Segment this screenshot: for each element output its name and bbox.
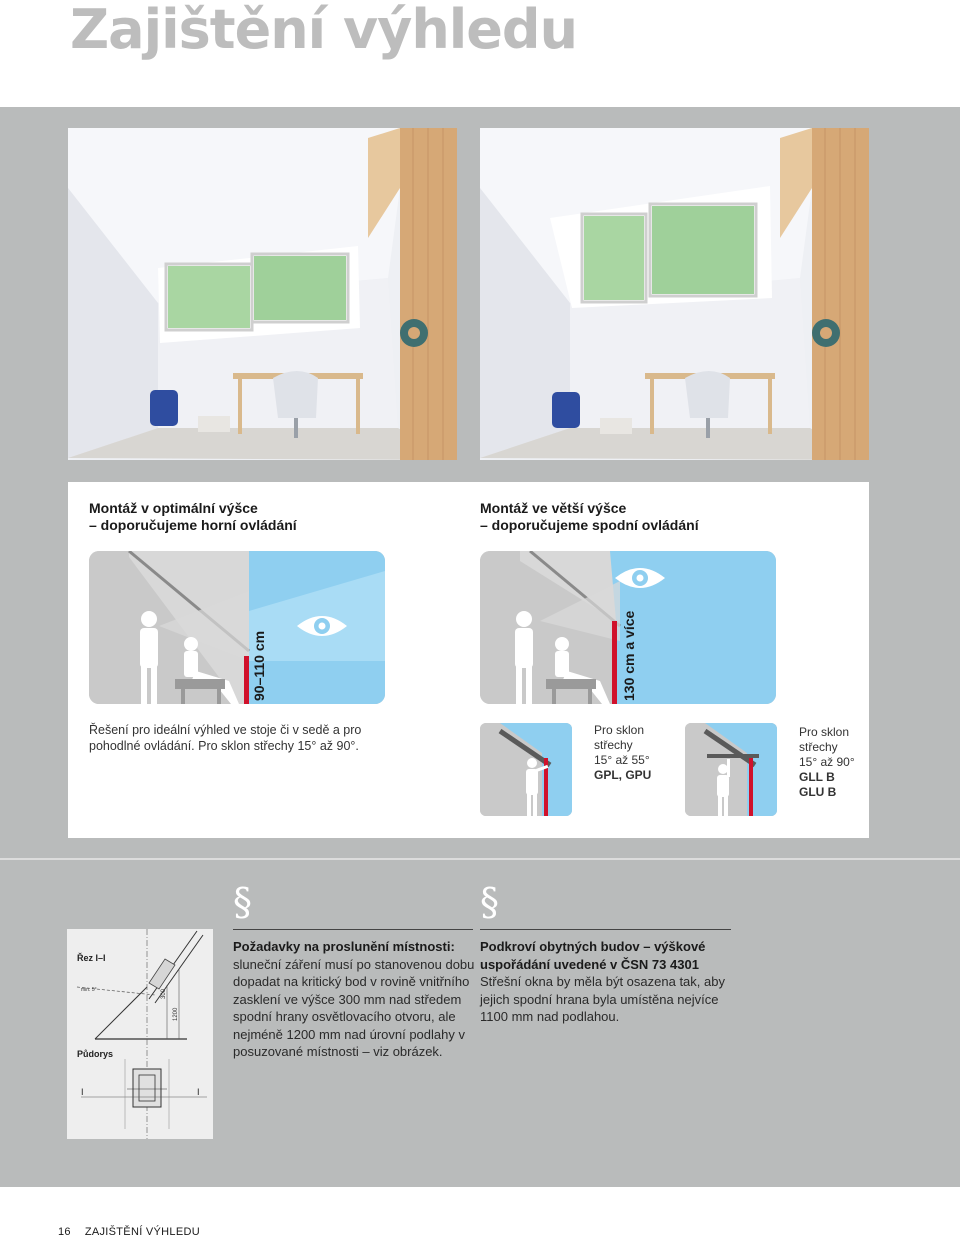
section-label: Řez I–I	[77, 953, 106, 963]
handle-bottom-diagram	[480, 723, 572, 816]
left-caption	[89, 500, 297, 534]
attic-room-photo-low-window	[68, 128, 457, 460]
paragraph-icon: §	[480, 880, 499, 924]
right-height-label: 130 cm a více	[621, 610, 637, 701]
high-window-view-diagram	[480, 551, 776, 704]
dim-b: 300	[161, 988, 167, 999]
low-window-view-diagram	[89, 551, 385, 704]
right-rule	[480, 929, 731, 930]
section-label: ZAJIŠTĚNÍ VÝHLEDU	[84, 1226, 200, 1238]
page-footer	[58, 1225, 200, 1239]
attic-height-standard-text: Podkroví obytných budov – výškové uspořádání uvedené v ČSN 73 4301 Střešní okna by měla být osazena tak, aby jejich spodní hrana byla umístěna nejvíce 1100 mm nad podlahou.	[480, 939, 725, 1024]
plan-label: Půdorys	[77, 1049, 114, 1059]
dim-c: min. 5°	[81, 987, 97, 993]
paragraph-icon: §	[233, 880, 252, 924]
left-caption-line1: Montáž v optimální výšce	[89, 500, 258, 516]
option-b-text: Pro sklon střechy 15° až 90° GLL B GLU B	[799, 725, 855, 799]
dim-a: 1200	[173, 1007, 179, 1021]
right-caption-line2: – doporučujeme spodní ovládání	[480, 517, 699, 533]
page-number: 16	[58, 1226, 71, 1238]
marker-right: I	[197, 1087, 200, 1097]
right-caption-line1: Montáž ve větší výšce	[480, 500, 627, 516]
sunlight-requirements-text: Požadavky na proslunění místnosti: sluneční záření musí po stanovenou dobu dopadat na kritický bod v rovině vnitřního zasklení ve výšce 300 mm nad středem spodní hrany osvětlovacího otvoru, ale nejméně 1200 mm nad úrovní podlahy v posuzované místnosti – viz obrázek.	[233, 939, 475, 1059]
page-title: Zajištění výhledu	[70, 0, 578, 61]
option-a-text: Pro sklon střechy 15° až 55° GPL, GPU	[594, 723, 652, 782]
marker-left: I	[81, 1087, 84, 1097]
left-description: Řešení pro ideální výhled ve stoje či v sedě a pro pohodlné ovládání. Pro sklon střechy 15° až 90°.	[89, 723, 362, 753]
left-rule	[233, 929, 473, 930]
left-caption-line2: – doporučujeme horní ovládání	[89, 517, 297, 533]
section-divider	[0, 858, 960, 860]
attic-room-photo-high-window	[480, 128, 869, 460]
sunlight-requirement-drawing	[67, 929, 213, 1139]
left-height-label: 90–110 cm	[251, 630, 267, 701]
right-caption	[480, 500, 699, 534]
handle-top-diagram	[685, 723, 777, 816]
